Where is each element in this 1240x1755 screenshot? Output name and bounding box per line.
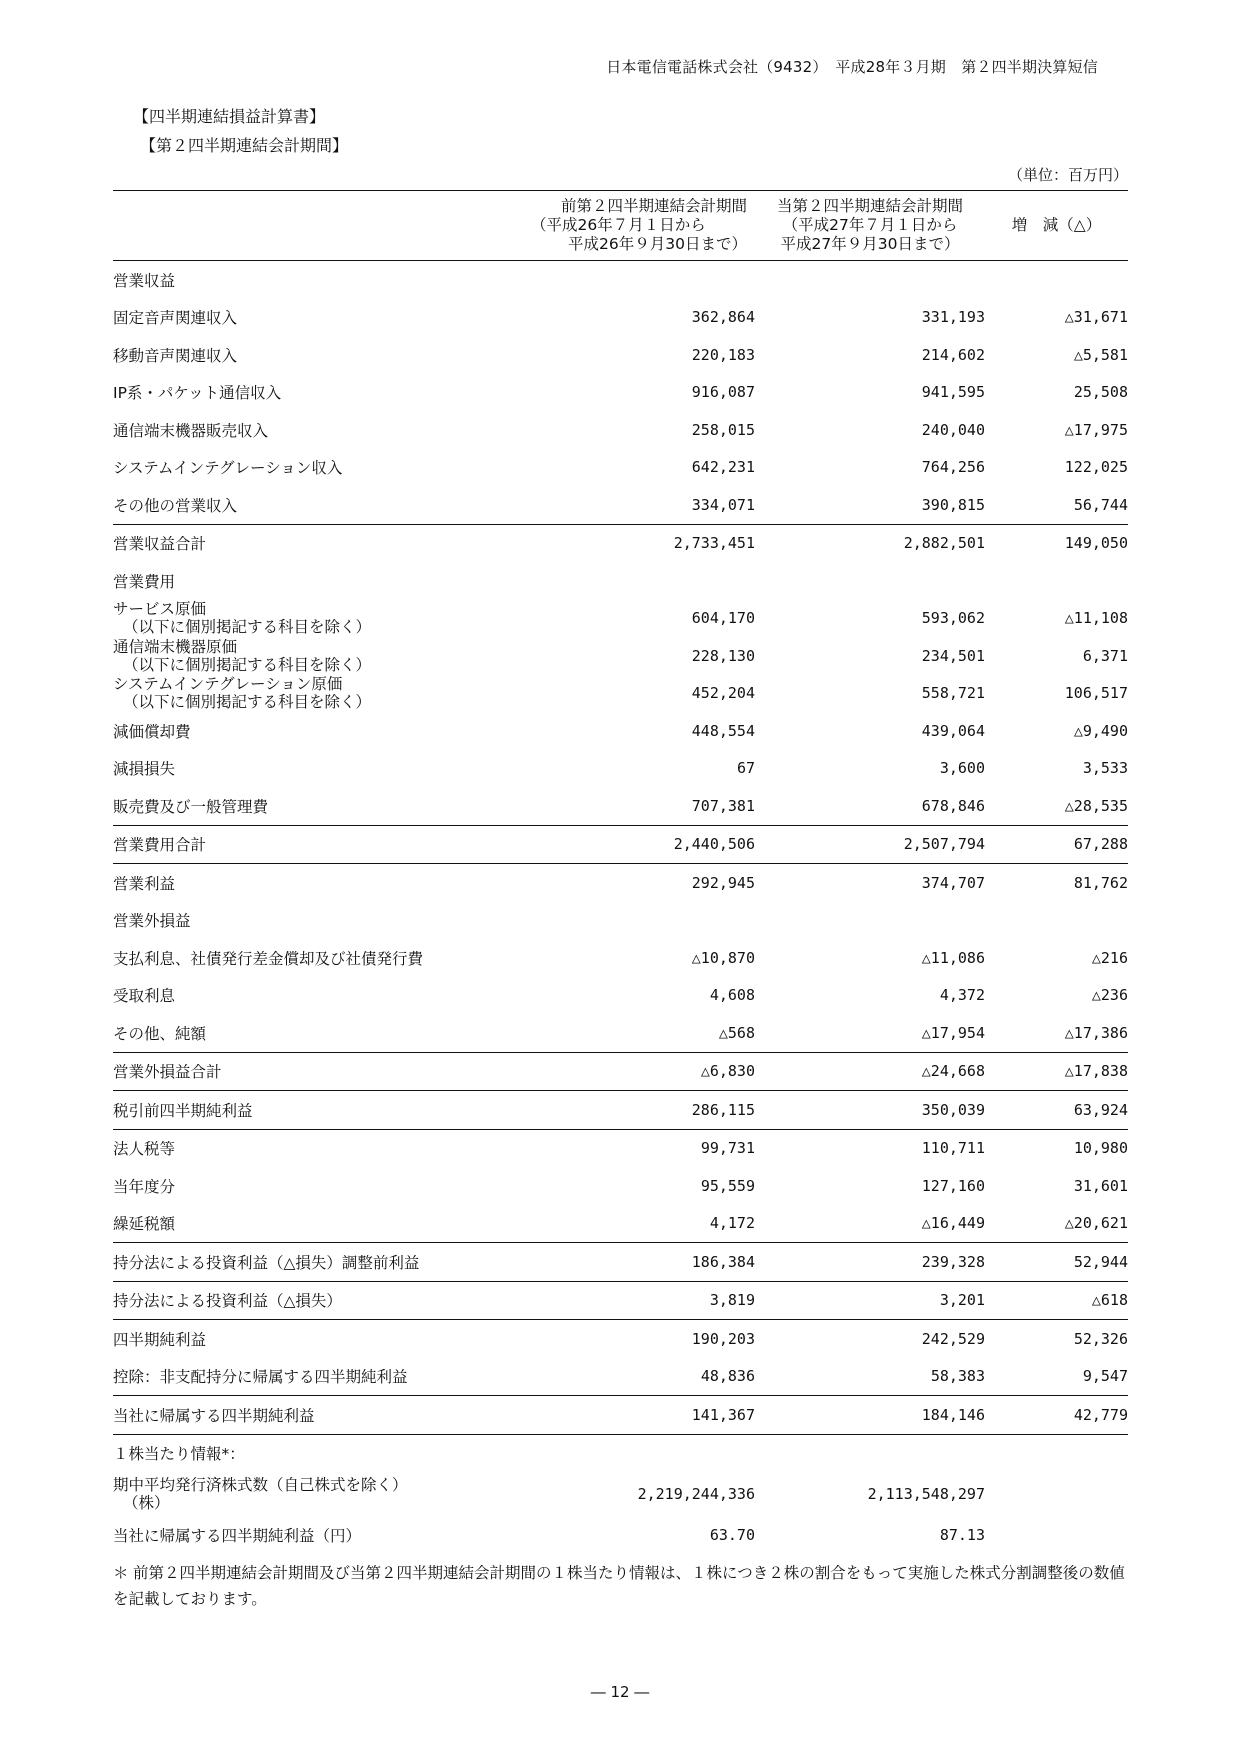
prev-period-value: 2,440,506 [523,825,755,864]
table-row [113,1281,1128,1320]
header-prev-line3: 平成26年９月30日まで） [568,235,747,253]
current-period-value [755,562,985,600]
current-period-value: 234,501 [921,646,985,665]
prev-period-value: 286,115 [523,1091,755,1130]
table-row [113,524,1128,562]
change-value: △216 [1091,948,1128,967]
change-value [985,261,1128,299]
current-period-value: 184,146 [755,1396,985,1435]
row-label: その他の営業収入 [113,496,238,515]
current-period-value: 941,595 [921,383,985,402]
table-row [113,299,1128,337]
change-value: △17,838 [985,1052,1128,1091]
current-period-value: 593,062 [921,609,985,628]
current-period-value: 240,040 [921,420,985,439]
row-label: 営業費用 [113,572,176,591]
change-value [985,1472,1128,1516]
current-period-value: 331,193 [921,308,985,327]
table-row [113,336,1128,374]
change-value [985,1516,1128,1554]
row-label: システムインテグレーション収入 [113,459,343,478]
change-value: △236 [1091,986,1128,1005]
current-period-value: 350,039 [755,1091,985,1130]
row-label-sub: （以下に個別掲記する科目を除く） [123,655,372,674]
table-row [113,1434,1128,1472]
header-curr-line2: （平成27年７月１日から [782,216,958,234]
prev-period-value: 362,864 [691,308,755,327]
footnote-mark: ＊ [113,1564,129,1582]
row-label: 減損損失 [113,760,176,779]
row-label: １株当たり情報*： [113,1434,523,1472]
header-curr-line3: 平成27年９月30日まで） [780,235,960,253]
prev-period-value: 190,203 [523,1320,755,1358]
current-period-value: 58,383 [930,1367,985,1386]
current-period-value: △16,449 [921,1214,985,1233]
current-period-value: 2,507,794 [755,825,985,864]
header-prev-line2: （平成26年７月１日から [531,216,706,234]
prev-period-value: △568 [718,1023,755,1042]
prev-period-value: 642,231 [691,458,755,477]
table-row [113,864,1128,902]
row-label [113,1472,523,1516]
change-value: △28,535 [1064,796,1128,815]
row-label [113,600,523,638]
current-period-value: 390,815 [921,495,985,514]
row-label: 移動音声関連収入 [113,346,238,365]
table-row [113,902,1128,940]
table-row [113,637,1128,675]
change-value: 9,547 [1082,1367,1128,1386]
document-header: 日本電信電話株式会社（9432） 平成28年３月期 第２四半期決算短信 [606,58,1098,76]
prev-period-value: 2,219,244,336 [637,1485,755,1503]
change-value: △5,581 [1073,345,1128,364]
table-row [113,712,1128,750]
header-curr-line1: 当第２四半期連結会計期間 [776,197,963,215]
prev-period-value: 63.70 [709,1525,755,1544]
change-value: 56,744 [1073,495,1128,514]
prev-period-value [523,902,755,940]
prev-period-value: 3,819 [523,1281,755,1320]
row-label: IP系・パケット通信収入 [113,384,282,403]
current-period-value: 127,160 [921,1176,985,1195]
prev-period-value: 48,836 [700,1367,755,1386]
row-label: 当社に帰属する四半期純利益（円） [113,1526,362,1545]
current-period-value: 239,328 [755,1243,985,1282]
table-row [113,374,1128,412]
row-label-main: 期中平均発行済株式数（自己株式を除く） [113,1476,408,1494]
table-row [113,1320,1128,1358]
header-prev-period [523,191,755,261]
table-row [113,1052,1128,1091]
change-value: △20,621 [1064,1214,1128,1233]
table-row [113,1129,1128,1167]
current-period-value: 214,602 [921,345,985,364]
row-label: 持分法による投資利益（△損失） [113,1281,523,1320]
row-label: 繰延税額 [113,1215,176,1234]
prev-period-value: 220,183 [691,345,755,364]
change-value: 6,371 [1082,646,1128,665]
current-period-value: 374,707 [755,864,985,902]
change-value: 67,288 [985,825,1128,864]
change-value: △17,386 [1064,1023,1128,1042]
prev-period-value [523,562,755,600]
table-row [113,1472,1128,1516]
table-row [113,750,1128,788]
prev-period-value [523,1434,755,1472]
current-period-value: △24,668 [755,1052,985,1091]
row-label: 営業利益 [113,864,523,902]
table-row [113,675,1128,713]
prev-period-value [523,261,755,299]
table-row [113,1243,1128,1282]
table-row [113,562,1128,600]
current-period-value: 764,256 [921,458,985,477]
change-value: 10,980 [985,1129,1128,1167]
row-label: 営業外損益合計 [113,1052,523,1091]
current-period-value: 439,064 [921,721,985,740]
row-label-main: 通信端末機器原価 [113,637,238,656]
row-label: 持分法による投資利益（△損失）調整前利益 [113,1243,523,1282]
change-value: △31,671 [1064,308,1128,327]
row-label-sub: （株） [123,1494,170,1512]
table-header-row [113,191,1128,261]
header-prev-line1: 前第２四半期連結会計期間 [560,197,747,215]
prev-period-value: 186,384 [523,1243,755,1282]
table-body [113,261,1128,1554]
prev-period-value: 141,367 [523,1396,755,1435]
row-label: 税引前四半期純利益 [113,1091,523,1130]
change-value: △618 [985,1281,1128,1320]
change-value: 52,944 [985,1243,1128,1282]
footnote [113,1560,1128,1612]
prev-period-value: 99,731 [523,1129,755,1167]
table-row [113,1014,1128,1052]
prev-period-value: 258,015 [691,420,755,439]
header-diff: 増 減（△） [1011,216,1102,234]
statement-period-title: 【第２四半期連結会計期間】 [140,136,349,155]
prev-period-value: 4,608 [709,986,755,1005]
prev-period-value: 448,554 [691,721,755,740]
current-period-value: 3,600 [939,759,985,778]
table-row [113,1396,1128,1435]
row-label: 営業収益 [113,271,176,290]
statement-title: 【四半期連結損益計算書】 [133,107,326,126]
change-value: 25,508 [1073,383,1128,402]
prev-period-value: 228,130 [691,646,755,665]
prev-period-value: 292,945 [523,864,755,902]
table-row [113,825,1128,864]
row-label: 受取利息 [113,987,176,1006]
current-period-value: 558,721 [921,684,985,703]
current-period-value: 3,201 [755,1281,985,1320]
change-value: 3,533 [1082,759,1128,778]
table-row [113,939,1128,977]
current-period-value: 2,113,548,297 [867,1485,985,1503]
current-period-value: 4,372 [939,986,985,1005]
current-period-value: △11,086 [921,948,985,967]
current-period-value: 110,711 [755,1129,985,1167]
row-label-sub: （以下に個別掲記する科目を除く） [123,618,372,637]
row-label-main: サービス原価 [113,600,207,619]
table-row [113,1091,1128,1130]
prev-period-value: 707,381 [691,796,755,815]
current-period-value: 87.13 [939,1525,985,1544]
change-value [985,562,1128,600]
current-period-value: △17,954 [921,1023,985,1042]
header-label-cell [113,191,523,261]
row-label: 固定音声関連収入 [113,309,238,328]
row-label: 控除：非支配持分に帰属する四半期純利益 [113,1368,408,1387]
change-value: 42,779 [985,1396,1128,1435]
current-period-value [755,261,985,299]
row-label: 営業費用合計 [113,825,523,864]
table-row [113,1358,1128,1396]
table-row [113,1205,1128,1243]
prev-period-value: 916,087 [691,383,755,402]
current-period-value [755,1434,985,1472]
row-label: 通信端末機器販売収入 [113,421,269,440]
row-label: 販売費及び一般管理費 [113,797,269,816]
table-row [113,600,1128,638]
row-label-main: システムインテグレーション原価 [113,675,343,694]
table-row [113,1167,1128,1205]
change-value: 31,601 [1073,1176,1128,1195]
prev-period-value: 4,172 [709,1214,755,1233]
change-value [985,902,1128,940]
current-period-value: 678,846 [921,796,985,815]
change-value: △17,975 [1064,420,1128,439]
current-period-value: 2,882,501 [755,524,985,562]
change-value: 81,762 [985,864,1128,902]
prev-period-value: 604,170 [691,609,755,628]
table-row [113,449,1128,487]
prev-period-value: 452,204 [691,684,755,703]
change-value: △11,108 [1064,609,1128,628]
row-label: 営業収益合計 [113,524,523,562]
table-row [113,486,1128,524]
unit-note: （単位：百万円） [1007,166,1128,184]
row-label: 支払利息、社債発行差金償却及び社債発行費 [113,949,424,968]
prev-period-value: 95,559 [700,1176,755,1195]
prev-period-value: 67 [736,759,755,778]
row-label: 当年度分 [113,1177,176,1196]
change-value: 122,025 [1064,458,1128,477]
change-value: 52,326 [985,1320,1128,1358]
table-row [113,411,1128,449]
change-value: △9,490 [1073,721,1128,740]
footnote-text: 前第２四半期連結会計期間及び当第２四半期連結会計期間の１株当たり情報は、１株につき２株の割合をもって実施した株式分割調整後の数値を記載しております。 [113,1564,1125,1608]
row-label [113,675,523,713]
prev-period-value: △6,830 [523,1052,755,1091]
prev-period-value: 2,733,451 [523,524,755,562]
current-period-value [755,902,985,940]
row-label: 当社に帰属する四半期純利益 [113,1396,523,1435]
row-label: 法人税等 [113,1129,523,1167]
table-row [113,1516,1128,1554]
change-value: 63,924 [985,1091,1128,1130]
table-row [113,261,1128,299]
prev-period-value: △10,870 [691,948,755,967]
row-label: その他、純額 [113,1024,207,1043]
row-label: 四半期純利益 [113,1320,523,1358]
table-row [113,787,1128,825]
change-value [985,1434,1128,1472]
change-value: 106,517 [1064,684,1128,703]
header-curr-period [755,191,985,261]
page-number: ― 12 ― [590,1683,650,1701]
current-period-value: 242,529 [755,1320,985,1358]
income-statement-table [113,190,1128,1554]
row-label [113,637,523,675]
change-value: 149,050 [985,524,1128,562]
row-label: 営業外損益 [113,912,191,931]
prev-period-value: 334,071 [691,495,755,514]
row-label: 減価償却費 [113,722,191,741]
row-label-sub: （以下に個別掲記する科目を除く） [123,693,372,712]
table-row [113,977,1128,1015]
